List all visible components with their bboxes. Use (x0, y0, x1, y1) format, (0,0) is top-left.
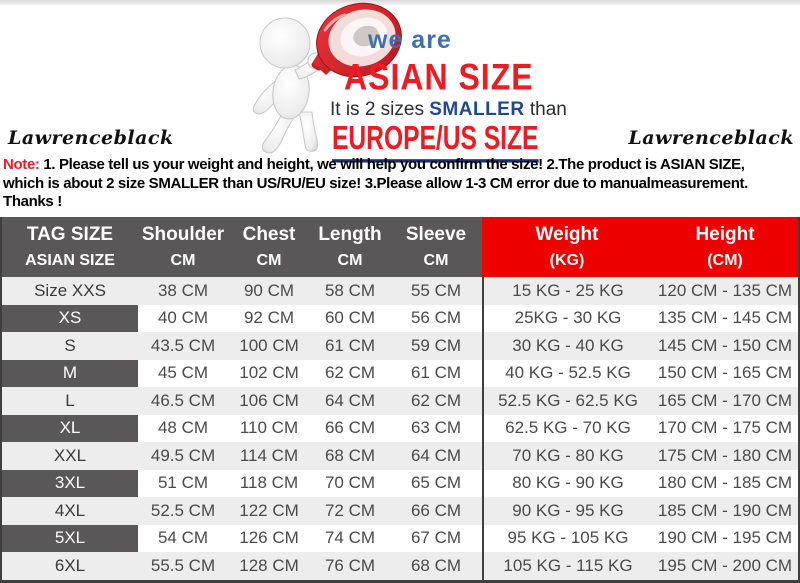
weight-cell: 90 KG - 95 KG (482, 497, 652, 525)
size-cell: 6XL (54, 555, 86, 575)
height-cell: 195 CM - 200 CM (657, 555, 793, 575)
header-chest-line1: Chest (242, 224, 296, 245)
shoulder-cell: 52.5 CM (150, 500, 216, 520)
table-header (2, 217, 798, 277)
sleeve-cell: 65 CM (410, 473, 462, 493)
chest-cell: 106 CM (239, 390, 299, 410)
weight-cell: 25KG - 30 KG (482, 305, 652, 333)
header-height-line2: (CM) (707, 252, 743, 269)
table-row-6xl (2, 552, 798, 580)
length-cell: 66 CM (324, 418, 376, 438)
shoulder-cell: 48 CM (157, 418, 209, 438)
sleeve-cell: 61 CM (410, 363, 462, 383)
size-cell: 3XL (2, 470, 138, 498)
header-weight-line2: (KG) (549, 252, 585, 269)
header-weight (482, 217, 652, 277)
size-cell: XS (2, 305, 138, 333)
shoulder-cell: 38 CM (157, 280, 209, 300)
header-height (652, 217, 798, 277)
chest-cell: 122 CM (239, 500, 299, 520)
shoulder-cell: 49.5 CM (150, 445, 216, 465)
table-row-xxl (2, 442, 798, 470)
sleeve-cell: 62 CM (410, 390, 462, 410)
chest-cell: 110 CM (239, 418, 299, 438)
length-cell: 64 CM (324, 390, 376, 410)
chest-cell: 100 CM (239, 335, 299, 355)
header-chest-line2: CM (256, 252, 282, 269)
header-sleeve-line1: Sleeve (405, 224, 467, 245)
brand-left: Lawrenceblack (8, 127, 174, 149)
shoulder-cell: 51 CM (157, 473, 209, 493)
height-cell: 145 CM - 150 CM (657, 335, 793, 355)
size-cell: L (65, 390, 75, 410)
sleeve-cell: 64 CM (410, 445, 462, 465)
size-cell: M (2, 360, 138, 388)
subtitle-pre: It is 2 sizes (330, 99, 430, 120)
table-row-xl (2, 415, 798, 443)
height-cell: 165 CM - 170 CM (657, 390, 793, 410)
size-table (0, 217, 800, 583)
sleeve-cell: 67 CM (410, 528, 462, 548)
sleeve-cell: 68 CM (410, 555, 462, 575)
size-cell: S (64, 335, 76, 355)
header-weight-line1: Weight (535, 224, 599, 245)
header-shoulder-line1: Shoulder (141, 224, 225, 245)
asian-size-title: ASIAN SIZE (344, 56, 534, 98)
height-cell: 170 CM - 175 CM (657, 418, 793, 438)
weight-cell: 40 KG - 52.5 KG (482, 360, 652, 388)
length-cell: 61 CM (324, 335, 376, 355)
length-cell: 62 CM (324, 363, 376, 383)
header-shoulder (138, 217, 228, 277)
table-body (2, 277, 798, 580)
note-line-1 (3, 156, 800, 175)
table-row-xxs (2, 277, 798, 305)
height-cell: 185 CM - 190 CM (657, 500, 793, 520)
height-cell: 120 CM - 135 CM (657, 280, 793, 300)
size-cell: 5XL (2, 525, 138, 553)
header-tag-size (2, 217, 138, 277)
person-icon (253, 18, 324, 153)
subtitle-post: than (524, 99, 567, 120)
chest-cell: 92 CM (243, 308, 295, 328)
shoulder-cell: 45 CM (157, 363, 209, 383)
chest-cell: 128 CM (239, 555, 299, 575)
header-tag-size-line2: ASIAN SIZE (25, 252, 115, 269)
weight-cell: 80 KG - 90 KG (482, 470, 652, 498)
brand-right: Lawrenceblack (628, 127, 794, 149)
note-label: Note: (3, 156, 40, 173)
weight-cell: 105 KG - 115 KG (482, 552, 652, 580)
we-are-text: we are (368, 26, 452, 54)
chest-cell: 102 CM (239, 363, 299, 383)
header-length-line1: Length (318, 224, 382, 245)
size-cell: 4XL (54, 500, 86, 520)
length-cell: 72 CM (324, 500, 376, 520)
length-cell: 58 CM (324, 280, 376, 300)
header-shoulder-line2: CM (170, 252, 196, 269)
height-cell: 135 CM - 145 CM (657, 308, 793, 328)
table-row-m (2, 360, 798, 388)
header-length-line2: CM (337, 252, 363, 269)
table-row-xs (2, 305, 798, 333)
chest-cell: 114 CM (239, 445, 299, 465)
smaller-subtitle (330, 99, 567, 121)
shoulder-cell: 46.5 CM (150, 390, 216, 410)
height-cell: 180 CM - 185 CM (657, 473, 793, 493)
size-cell: XXL (53, 445, 87, 465)
length-cell: 60 CM (324, 308, 376, 328)
banner (0, 0, 800, 155)
header-tag-size-line1: TAG SIZE (26, 224, 114, 245)
weight-cell: 15 KG - 25 KG (482, 277, 652, 305)
note-line-2: which is about 2 size SMALLER than US/RU/EU size! 3.Please allow 1-3 CM error due to manualmeasurement. (3, 174, 748, 192)
note-text-1: 1. Please tell us your weight and height, we will help you confirm the size! 2.The product is ASIAN SIZE, (39, 156, 745, 173)
header-height-line1: Height (695, 224, 755, 245)
shoulder-cell: 54 CM (157, 528, 209, 548)
note-paragraph (3, 156, 800, 212)
sleeve-cell: 56 CM (410, 308, 462, 328)
shoulder-cell: 43.5 CM (150, 335, 216, 355)
weight-cell: 62.5 KG - 70 KG (482, 415, 652, 443)
sleeve-cell: 63 CM (410, 418, 462, 438)
note-line-3: Thanks ! (3, 193, 62, 210)
subtitle-smaller: SMALLER (429, 99, 525, 120)
shoulder-cell: 55.5 CM (150, 555, 216, 575)
weight-cell: 30 KG - 40 KG (482, 332, 652, 360)
length-cell: 74 CM (324, 528, 376, 548)
length-cell: 70 CM (324, 473, 376, 493)
chest-cell: 90 CM (243, 280, 295, 300)
table-row-5xl (2, 525, 798, 553)
weight-cell: 70 KG - 80 KG (482, 442, 652, 470)
sleeve-cell: 55 CM (410, 280, 462, 300)
header-sleeve-line2: CM (423, 252, 449, 269)
height-cell: 190 CM - 195 CM (657, 528, 793, 548)
length-cell: 68 CM (324, 445, 376, 465)
header-sleeve (390, 217, 482, 277)
sleeve-cell: 59 CM (410, 335, 462, 355)
height-cell: 150 CM - 165 CM (657, 363, 793, 383)
table-row-l (2, 387, 798, 415)
header-length (310, 217, 390, 277)
table-row-3xl (2, 470, 798, 498)
europe-us-size-title: EUROPE/US SIZE (332, 120, 538, 163)
table-row-s (2, 332, 798, 360)
header-chest (228, 217, 310, 277)
chest-cell: 118 CM (239, 473, 299, 493)
weight-cell: 95 KG - 105 KG (482, 525, 652, 553)
table-row-4xl (2, 497, 798, 525)
size-cell: Size XXS (34, 280, 106, 300)
size-cell: XL (2, 415, 138, 443)
chest-cell: 126 CM (239, 528, 299, 548)
length-cell: 76 CM (324, 555, 376, 575)
shoulder-cell: 40 CM (157, 308, 209, 328)
weight-cell: 52.5 KG - 62.5 KG (482, 387, 652, 415)
sleeve-cell: 66 CM (410, 500, 462, 520)
height-cell: 175 CM - 180 CM (657, 445, 793, 465)
